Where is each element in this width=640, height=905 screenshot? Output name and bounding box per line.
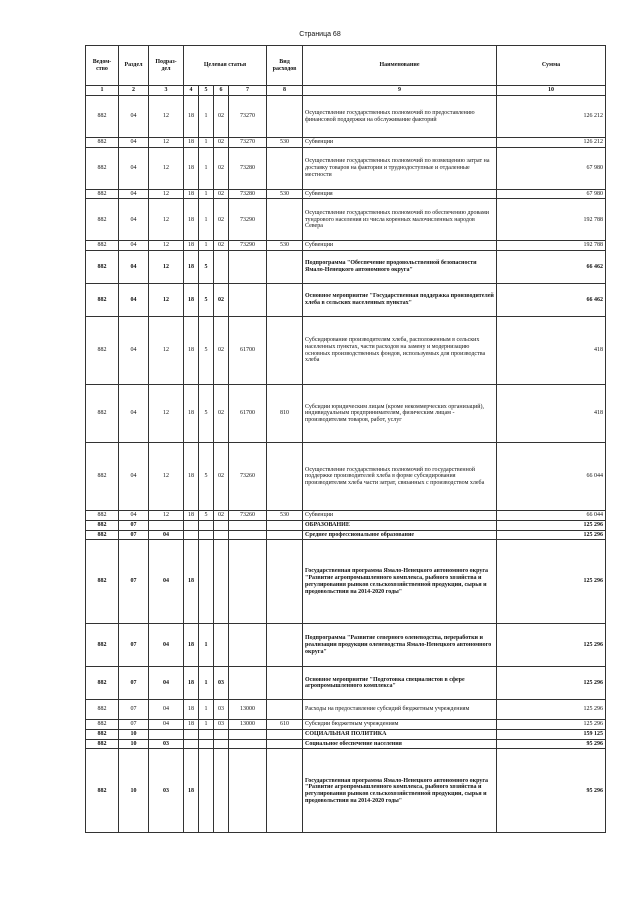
subprogram-cell: 1: [199, 624, 214, 667]
vedomstvo-cell: 882: [86, 520, 119, 530]
direction-cell: 73270: [229, 96, 267, 138]
podrazdel-cell: 04: [149, 720, 184, 730]
subprogram-cell: [199, 749, 214, 833]
expense-type-cell: [267, 667, 303, 700]
sum-cell: 67 980: [497, 147, 606, 189]
name-cell: Субвенции: [303, 241, 497, 251]
event-cell: 02: [214, 511, 229, 521]
program-cell: [184, 730, 199, 740]
subprogram-cell: 1: [199, 700, 214, 720]
event-cell: 02: [214, 138, 229, 148]
program-cell: 18: [184, 749, 199, 833]
sum-cell: 67 980: [497, 189, 606, 199]
event-cell: 03: [214, 720, 229, 730]
column-number-row: [86, 86, 606, 96]
table-row: [86, 199, 606, 241]
event-cell: [214, 624, 229, 667]
name-cell: Субвенции: [303, 138, 497, 148]
table-row: [86, 520, 606, 530]
podrazdel-cell: 12: [149, 251, 184, 284]
program-cell: 18: [184, 624, 199, 667]
razdel-cell: 04: [119, 284, 149, 317]
sum-cell: 418: [497, 385, 606, 443]
razdel-cell: 04: [119, 96, 149, 138]
expense-type-cell: [267, 251, 303, 284]
expense-type-cell: [267, 96, 303, 138]
vedomstvo-cell: 882: [86, 530, 119, 540]
razdel-cell: 04: [119, 443, 149, 511]
vedomstvo-cell: 882: [86, 730, 119, 740]
podrazdel-cell: 12: [149, 511, 184, 521]
subprogram-cell: 1: [199, 667, 214, 700]
podrazdel-cell: 12: [149, 138, 184, 148]
subprogram-cell: 5: [199, 251, 214, 284]
program-cell: 18: [184, 443, 199, 511]
vedomstvo-cell: 882: [86, 749, 119, 833]
header-vid: Вид расходов: [267, 46, 303, 86]
subprogram-cell: [199, 540, 214, 624]
direction-cell: [229, 251, 267, 284]
direction-cell: 73290: [229, 241, 267, 251]
direction-cell: [229, 667, 267, 700]
name-cell: Основное мероприятие "Подготовка специалистов в сфере агропромышленного комплекса": [303, 667, 497, 700]
sum-cell: 125 296: [497, 540, 606, 624]
name-cell: Осуществление государственных полномочий по предоставлению финансовой поддержки на обслуживание факторий: [303, 96, 497, 138]
direction-cell: 73260: [229, 511, 267, 521]
vedomstvo-cell: 882: [86, 540, 119, 624]
vedomstvo-cell: 882: [86, 317, 119, 385]
vedomstvo-cell: 882: [86, 385, 119, 443]
table-row: [86, 385, 606, 443]
table-row: [86, 317, 606, 385]
expense-type-cell: 530: [267, 189, 303, 199]
name-cell: Расходы на предоставление субсидий бюджетным учреждениям: [303, 700, 497, 720]
vedomstvo-cell: 882: [86, 251, 119, 284]
name-cell: Субсидии бюджетным учреждениям: [303, 720, 497, 730]
program-cell: 18: [184, 317, 199, 385]
table-row: [86, 241, 606, 251]
razdel-cell: 07: [119, 667, 149, 700]
subprogram-cell: [199, 530, 214, 540]
event-cell: [214, 540, 229, 624]
event-cell: [214, 739, 229, 749]
podrazdel-cell: [149, 520, 184, 530]
razdel-cell: 07: [119, 540, 149, 624]
vedomstvo-cell: 882: [86, 720, 119, 730]
sum-cell: 159 125: [497, 730, 606, 740]
vedomstvo-cell: 882: [86, 96, 119, 138]
direction-cell: [229, 540, 267, 624]
expense-type-cell: [267, 540, 303, 624]
vedomstvo-cell: 882: [86, 138, 119, 148]
program-cell: 18: [184, 241, 199, 251]
name-cell: Подпрограмма "Обеспечение продовольственной безопасности Ямало-Ненецкого автономного округа": [303, 251, 497, 284]
subprogram-cell: 1: [199, 189, 214, 199]
vedomstvo-cell: 882: [86, 443, 119, 511]
direction-cell: [229, 739, 267, 749]
program-cell: [184, 739, 199, 749]
name-cell: СОЦИАЛЬНАЯ ПОЛИТИКА: [303, 730, 497, 740]
table-row: [86, 700, 606, 720]
page-title: Страница 68: [299, 31, 341, 38]
razdel-cell: 07: [119, 520, 149, 530]
direction-cell: 61700: [229, 317, 267, 385]
razdel-cell: 04: [119, 317, 149, 385]
sum-cell: 66 462: [497, 251, 606, 284]
vedomstvo-cell: 882: [86, 511, 119, 521]
header-name: Наименование: [303, 46, 497, 86]
sum-cell: 66 044: [497, 443, 606, 511]
direction-cell: [229, 530, 267, 540]
sum-cell: 66 462: [497, 284, 606, 317]
sum-cell: 125 296: [497, 624, 606, 667]
razdel-cell: 04: [119, 199, 149, 241]
event-cell: [214, 749, 229, 833]
direction-cell: [229, 624, 267, 667]
podrazdel-cell: 12: [149, 317, 184, 385]
direction-cell: [229, 730, 267, 740]
header-sum: Сумма: [497, 46, 606, 86]
subprogram-cell: 5: [199, 317, 214, 385]
name-cell: Субвенция: [303, 189, 497, 199]
event-cell: 02: [214, 284, 229, 317]
event-cell: 02: [214, 443, 229, 511]
razdel-cell: 10: [119, 730, 149, 740]
column-number: 4: [184, 86, 199, 96]
event-cell: [214, 251, 229, 284]
subprogram-cell: [199, 739, 214, 749]
column-number: 2: [119, 86, 149, 96]
column-number: 7: [229, 86, 267, 96]
column-number: 3: [149, 86, 184, 96]
name-cell: Субсидии юридическим лицам (кроме некоммерческих организаций), индивидуальным предпринимателям, физическим лицам - производителям товаров, работ, услуг: [303, 385, 497, 443]
razdel-cell: 04: [119, 385, 149, 443]
sum-cell: 192 788: [497, 241, 606, 251]
razdel-cell: 07: [119, 720, 149, 730]
expense-type-cell: 530: [267, 511, 303, 521]
direction-cell: 73270: [229, 138, 267, 148]
table-row: [86, 667, 606, 700]
direction-cell: [229, 520, 267, 530]
direction-cell: 73290: [229, 199, 267, 241]
direction-cell: 73280: [229, 147, 267, 189]
razdel-cell: 07: [119, 530, 149, 540]
column-number: 10: [497, 86, 606, 96]
podrazdel-cell: [149, 730, 184, 740]
program-cell: 18: [184, 511, 199, 521]
name-cell: Основное мероприятие "Государственная поддержка производителей хлеба в сельских населенных пунктах": [303, 284, 497, 317]
expense-type-cell: [267, 520, 303, 530]
vedomstvo-cell: 882: [86, 667, 119, 700]
expense-type-cell: [267, 147, 303, 189]
subprogram-cell: 5: [199, 511, 214, 521]
name-cell: Государственная программа Ямало-Ненецкого автономного округа "Развитие агропромышленного комплекса, рыбного хозяйства и регулирования рынков сельскохозяйственной продукции, сырья и продовольствия на 2014-2020 годы": [303, 749, 497, 833]
sum-cell: 125 296: [497, 530, 606, 540]
event-cell: 02: [214, 96, 229, 138]
subprogram-cell: 1: [199, 720, 214, 730]
subprogram-cell: 1: [199, 241, 214, 251]
column-number: 1: [86, 86, 119, 96]
expense-type-cell: 810: [267, 385, 303, 443]
subprogram-cell: 5: [199, 443, 214, 511]
podrazdel-cell: 12: [149, 96, 184, 138]
table-row: [86, 251, 606, 284]
name-cell: Подпрограмма "Развитие северного оленеводства, переработки и реализации продукции оленеводства Ямало-Ненецкого автономного округа": [303, 624, 497, 667]
event-cell: 02: [214, 147, 229, 189]
direction-cell: 61700: [229, 385, 267, 443]
subprogram-cell: [199, 730, 214, 740]
program-cell: [184, 530, 199, 540]
podrazdel-cell: 12: [149, 284, 184, 317]
podrazdel-cell: 03: [149, 749, 184, 833]
table-row: [86, 138, 606, 148]
table-row: [86, 540, 606, 624]
expense-type-cell: [267, 317, 303, 385]
program-cell: 18: [184, 251, 199, 284]
expense-type-cell: [267, 624, 303, 667]
event-cell: [214, 530, 229, 540]
program-cell: 18: [184, 385, 199, 443]
program-cell: 18: [184, 96, 199, 138]
subprogram-cell: 1: [199, 96, 214, 138]
sum-cell: 418: [497, 317, 606, 385]
table-row: [86, 749, 606, 833]
header-podrazdel: Подраз-дел: [149, 46, 184, 86]
name-cell: Государственная программа Ямало-Ненецкого автономного округа "Развитие агропромышленного комплекса, рыбного хозяйства и регулирования рынков сельскохозяйственной продукции, сырья и продовольствия на 2014-2020 годы": [303, 540, 497, 624]
expense-type-cell: [267, 284, 303, 317]
podrazdel-cell: 04: [149, 540, 184, 624]
podrazdel-cell: 03: [149, 739, 184, 749]
table-row: [86, 720, 606, 730]
direction-cell: [229, 749, 267, 833]
sum-cell: 192 788: [497, 199, 606, 241]
table-row: [86, 739, 606, 749]
expense-type-cell: [267, 739, 303, 749]
subprogram-cell: 5: [199, 385, 214, 443]
direction-cell: 13000: [229, 700, 267, 720]
program-cell: 18: [184, 540, 199, 624]
program-cell: 18: [184, 700, 199, 720]
podrazdel-cell: 04: [149, 624, 184, 667]
header-razdel: Раздел: [119, 46, 149, 86]
table-body: [86, 96, 606, 833]
vedomstvo-cell: 882: [86, 700, 119, 720]
razdel-cell: 04: [119, 511, 149, 521]
table-row: [86, 443, 606, 511]
direction-cell: [229, 284, 267, 317]
event-cell: 02: [214, 317, 229, 385]
budget-table: [85, 45, 606, 833]
name-cell: ОБРАЗОВАНИЕ: [303, 520, 497, 530]
vedomstvo-cell: 882: [86, 199, 119, 241]
event-cell: 02: [214, 189, 229, 199]
table-header-row: [86, 46, 606, 86]
razdel-cell: 07: [119, 624, 149, 667]
expense-type-cell: [267, 530, 303, 540]
table-row: [86, 189, 606, 199]
table-row: [86, 511, 606, 521]
table-row: [86, 730, 606, 740]
header-celevaya: Целевая статья: [184, 46, 267, 86]
event-cell: 02: [214, 199, 229, 241]
column-number: 5: [199, 86, 214, 96]
name-cell: Осуществление государственных полномочий по обеспечению дровами тундрового населения из числа коренных малочисленных народов Севера: [303, 199, 497, 241]
name-cell: Осуществление государственных полномочий по возмещению затрат на доставку товаров на фактории и труднодоступные и отдаленные местности: [303, 147, 497, 189]
program-cell: 18: [184, 667, 199, 700]
sum-cell: 125 296: [497, 700, 606, 720]
program-cell: 18: [184, 138, 199, 148]
podrazdel-cell: 12: [149, 147, 184, 189]
razdel-cell: 04: [119, 241, 149, 251]
expense-type-cell: [267, 749, 303, 833]
expense-type-cell: 530: [267, 241, 303, 251]
expense-type-cell: 530: [267, 138, 303, 148]
sum-cell: 126 212: [497, 96, 606, 138]
sum-cell: 126 212: [497, 138, 606, 148]
direction-cell: 13000: [229, 720, 267, 730]
name-cell: Среднее профессиональное образование: [303, 530, 497, 540]
table-row: [86, 530, 606, 540]
program-cell: 18: [184, 199, 199, 241]
program-cell: 18: [184, 147, 199, 189]
subprogram-cell: 5: [199, 284, 214, 317]
name-cell: Субвенции: [303, 511, 497, 521]
table-row: [86, 147, 606, 189]
event-cell: 02: [214, 385, 229, 443]
podrazdel-cell: 04: [149, 530, 184, 540]
podrazdel-cell: 12: [149, 443, 184, 511]
event-cell: [214, 730, 229, 740]
name-cell: Социальное обеспечение населения: [303, 739, 497, 749]
expense-type-cell: [267, 730, 303, 740]
sum-cell: 95 296: [497, 739, 606, 749]
sum-cell: 66 044: [497, 511, 606, 521]
razdel-cell: 04: [119, 189, 149, 199]
column-number: 9: [303, 86, 497, 96]
sum-cell: 125 296: [497, 667, 606, 700]
expense-type-cell: [267, 443, 303, 511]
sum-cell: 95 296: [497, 749, 606, 833]
event-cell: 03: [214, 667, 229, 700]
vedomstvo-cell: 882: [86, 624, 119, 667]
podrazdel-cell: 04: [149, 667, 184, 700]
subprogram-cell: 1: [199, 147, 214, 189]
program-cell: 18: [184, 284, 199, 317]
sum-cell: 125 296: [497, 520, 606, 530]
event-cell: 03: [214, 700, 229, 720]
header-vedomstvo: Ведом-ство: [86, 46, 119, 86]
expense-type-cell: [267, 199, 303, 241]
direction-cell: 73280: [229, 189, 267, 199]
table-row: [86, 624, 606, 667]
podrazdel-cell: 12: [149, 199, 184, 241]
event-cell: 02: [214, 241, 229, 251]
table-row: [86, 96, 606, 138]
program-cell: 18: [184, 189, 199, 199]
subprogram-cell: [199, 520, 214, 530]
razdel-cell: 07: [119, 700, 149, 720]
program-cell: 18: [184, 720, 199, 730]
vedomstvo-cell: 882: [86, 739, 119, 749]
razdel-cell: 04: [119, 138, 149, 148]
column-number: 8: [267, 86, 303, 96]
vedomstvo-cell: 882: [86, 241, 119, 251]
razdel-cell: 10: [119, 749, 149, 833]
name-cell: Осуществление государственных полномочий по государственной поддержке производителей хлеба в форме субсидирования производителям хлеба части затрат, связанных с производством хлеба: [303, 443, 497, 511]
razdel-cell: 04: [119, 251, 149, 284]
podrazdel-cell: 12: [149, 189, 184, 199]
event-cell: [214, 520, 229, 530]
expense-type-cell: 610: [267, 720, 303, 730]
podrazdel-cell: 12: [149, 385, 184, 443]
podrazdel-cell: 04: [149, 700, 184, 720]
podrazdel-cell: 12: [149, 241, 184, 251]
razdel-cell: 04: [119, 147, 149, 189]
expense-type-cell: [267, 700, 303, 720]
name-cell: Субсидирование производителям хлеба, расположенным в сельских населенных пунктах, части расходов на замену и модернизацию основных производственных фондов, используемых для производства хлеба: [303, 317, 497, 385]
subprogram-cell: 1: [199, 138, 214, 148]
program-cell: [184, 520, 199, 530]
direction-cell: 73260: [229, 443, 267, 511]
sum-cell: 125 296: [497, 720, 606, 730]
column-number: 6: [214, 86, 229, 96]
razdel-cell: 10: [119, 739, 149, 749]
vedomstvo-cell: 882: [86, 189, 119, 199]
table-row: [86, 284, 606, 317]
vedomstvo-cell: 882: [86, 147, 119, 189]
vedomstvo-cell: 882: [86, 284, 119, 317]
subprogram-cell: 1: [199, 199, 214, 241]
